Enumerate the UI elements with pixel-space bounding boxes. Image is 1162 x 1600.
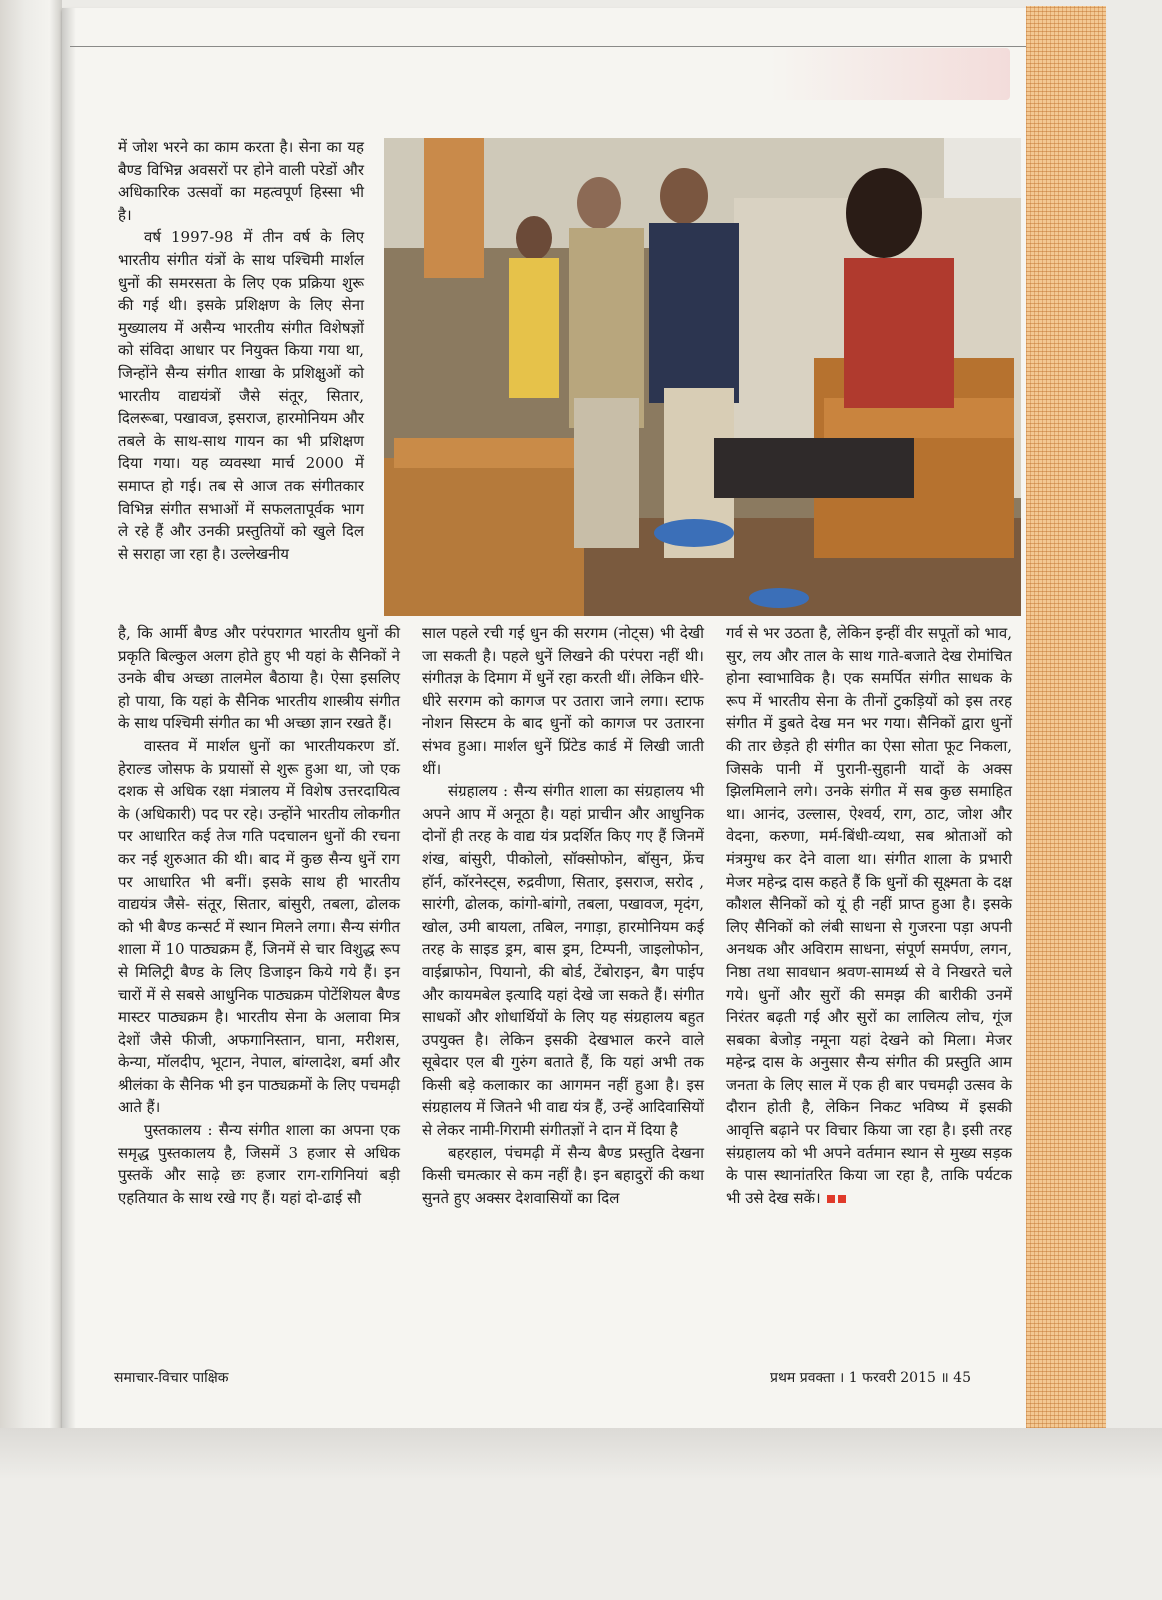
paragraph: साल पहले रची गई धुन की सरगम (नोट्स) भी देखी जा सकती है। पहले धुनें लिखने की परंपरा नहीं थी। संगीतज्ञ के दिमाग में धुनें रहा करती थीं। लेकिन धीरे-धीरे सरगम को कागज पर उतारा जाने लगा। स्टाफ नोशन सिस्टम के बाद धुनों को कागज पर उतारना संभव हुआ। मार्शल धुनें प्रिंटेड कार्ड में लिखी जाती थीं। (422, 624, 704, 778)
scanner-background-left (0, 0, 62, 1430)
paragraph (726, 622, 1012, 1209)
faded-header-decoration (770, 48, 1010, 100)
column-2 (422, 622, 704, 1209)
paragraph: में जोश भरने का काम करता है। सेना का यह बैण्ड विभिन्न अवसरों पर होने वाली परेडों और अधिकारिक उत्सवों का महत्वपूर्ण हिस्सा भी है। (118, 138, 364, 224)
end-mark-icon (827, 1195, 835, 1203)
decorative-side-strip (1026, 6, 1106, 1432)
paragraph-text: गर्व से भर उठता है, लेकिन इन्हीं वीर सपूतों को भाव, सुर, लय और ताल के साथ गाते-बजाते देख रोमांचित होना स्वाभाविक है। एक समर्पित संगीत साधक के रूप में भारतीय सेना के तीनों टुकड़ियों को इस तरह संगीत में डुबते देख मन भर गया। सैनिकों द्वारा धुनों की तार छेड़ते ही संगीत का ऐसा सोता फूट निकला, जिसके पानी में पुरानी-सुहानी यादों के अक्स झिलमिलाने लगे। उनके संगीत में सब कुछ समाहित था। आनंद, उल्लास, ऐश्वर्य, राग, ठाट, जोश और वेदना, करुणा, मर्म-बिंधी-व्यथा, सब श्रोताओं को मंत्रमुग्ध कर देने वाला था। संगीत शाला के प्रभारी मेजर महेन्द्र दास कहते हैं कि धुनों की सूक्ष्मता के दक्ष कौशल सैनिकों को यूं ही नहीं प्राप्त हुआ है। इसके लिए सैनिकों को लंबी साधना से गुजरना पड़ा अपनी अनथक और अविराम साधना, संपूर्ण समर्पण, लगन, निष्ठा तथा सावधान श्रवण-सामर्थ्य से वे निखरते चले गये। धुनों और सुरों की समझ की बारीकी उनमें निरंतर बढ़ती गई और सुरों का लालित्य लोच, गूंज सबका बेजोड़ नमूना यहां देखने को मिला। मेजर महेन्द्र दास के अनुसार सैन्य संगीत की प्रस्तुति आम जनता के लिए साल में एक ही बार पचमढ़ी उत्सव के दौरान होती है, लेकिन निकट भविष्य में इसकी आवृत्ति बढ़ाने पर विचार किया जा रहा है। इसी तरह संग्रहालय को भी अपने वर्तमान स्थान से मुख्य सड़क के पास स्थानांतरित किया जा रहा है, ताकि पर्यटक भी उसे देख सकें। (726, 624, 1012, 1207)
paragraph: वास्तव में मार्शल धुनों का भारतीयकरण डॉ. हेराल्ड जोसफ के प्रयासों से शुरू हुआ था, जो एक दशक से अधिक रक्षा मंत्रालय में विशेष उत्तरदायित्व के (अधिकारी) पद पर रहे। उन्होंने भारतीय लोकगीत पर आधारित कई तेज गति पदचालन धुनों की रचना कर नई शुरुआत की थी। बाद में कुछ सैन्य धुनें राग पर आधारित भी बनीं। इसके साथ ही भारतीय वाद्ययंत्र जैसे- संतूर, सितार, बांसुरी, तबला, ढोलक को भी बैण्ड कन्सर्ट में स्थान मिलने लगा। सैन्य संगीत शाला में 10 पाठ्यक्रम हैं, जिनमें से चार विशुद्ध रूप से मिलिट्री बैण्ड के लिए डिजाइन किये गये हैं। इन चारों में से सबसे आधुनिक पाठ्यक्रम पोटेंशियल बैण्ड मास्टर पाठ्यक्रम है। भारतीय सेना के अलावा मित्र देशों जैसे फीजी, अफगानिस्तान, घाना, मरीशस, केन्या, मॉलदीप, भूटान, नेपाल, बांग्लादेश, बर्मा और श्रीलंका के सैनिक भी इन पाठ्यक्रमों के लिए पचमढ़ी आते हैं। (118, 736, 400, 1117)
top-rule (70, 46, 1100, 47)
column-1-bottom (118, 622, 400, 1209)
paragraph: संग्रहालय : सैन्य संगीत शाला का संग्रहालय भी अपने आप में अनूठा है। यहां प्राचीन और आधुनिक दोनों ही तरह के वाद्य यंत्र प्रदर्शित किए गए हैं जिनमें शंख, बांसुरी, पीकोलो, सॉक्सोफोन, बॉसुन, फ्रेंच हॉर्न, कॉरनेस्ट्स, रुद्रवीणा, सितार, इसराज, सरोद , सारंगी, ढोलक, कांगो-बांगो, तबला, पखावज, मृदंग, खोल, उमी बायला, तबिल, नगाड़ा, हारमोनियम कई तरह के साइड ड्रम, बास ड्रम, टिम्पनी, जाइलोफोन, वाईब्राफोन, पियानो, की बोर्ड, टेंबोराइन, बैग पाईप और कायमबेल इत्यादि यहां देखे जा सकते हैं। संगीत साधकों और शोधार्थियों के लिए यह संग्रहालय बहुत उपयुक्त है। लेकिन इसकी देखभाल करने वाले सूबेदार एल बी गुरुंग बताते हैं, कि यहां अभी तक किसी बड़े कलाकार का आगमन नहीं हुआ है। इस संग्रहालय में जितने भी वाद्य यंत्र हैं, उन्हें आदिवासियों से लेकर नामी-गिरामी संगीतज्ञों ने दान में दिया है (422, 782, 704, 1140)
paragraph: पुस्तकालय : सैन्य संगीत शाला का अपना एक समृद्ध पुस्तकालय है, जिसमें 3 हजार से अधिक पुस्तकें और साढ़े छः हजार राग-रागिनियां बड़ी एहतियात के साथ रखे गए हैं। यहां दो-ढाई सौ (118, 1121, 400, 1207)
paragraph: है, कि आर्मी बैण्ड और परंपरागत भारतीय धुनों की प्रकृति बिल्कुल अलग होते हुए भी यहां के सैनिकों ने उनके बीच अच्छा तालमेल बैठाया है। ऐसा इसलिए हो पाया, कि यहां के सैनिक भारतीय शास्त्रीय संगीत के साथ पश्चिमी संगीत का भी अच्छा ज्ञान रखते हैं। (118, 624, 400, 733)
photo-illustration (384, 138, 1021, 616)
end-mark-icon (838, 1195, 846, 1203)
column-1-top (118, 136, 364, 565)
article-photo (384, 138, 1021, 616)
column-3 (726, 622, 1012, 1209)
footer-publication: समाचार-विचार पाक्षिक (114, 1370, 229, 1386)
paragraph: बहरहाल, पंचमढ़ी में सैन्य बैण्ड प्रस्तुति देखना किसी चमत्कार से कम नहीं है। इन बहादुरों की कथा सुनते हुए अक्सर देशवासियों का दिल (422, 1143, 704, 1207)
spine-shadow (62, 8, 76, 1428)
paragraph: वर्ष 1997-98 में तीन वर्ष के लिए भारतीय संगीत यंत्रों के साथ पश्चिमी मार्शल धुनों की समरसता के लिए एक प्रक्रिया शुरू की गई थी। इसके प्रशिक्षण के लिए सेना मुख्यालय में असैन्य भारतीय संगीत विशेषज्ञों को संविदा आधार पर नियुक्त किया गया था, जिन्होंने सैन्य संगीत शाखा के प्रशिक्षुओं को भारतीय वाद्ययंत्रों जैसे संतूर, सितार, दिलरूबा, पखावज, इसराज, हारमोनियम और तबले के साथ-साथ गायन का भी प्रशिक्षण दिया गया। यह व्यवस्था मार्च 2000 में समाप्त हो गई। तब से आज तक संगीतकार विभिन्न संगीत सभाओं में सफलतापूर्वक भाग ले रहे हैं और उनकी प्रस्तुतियों को खुले दिल से सराहा जा रहा है। उल्लेखनीय (118, 228, 364, 563)
scanner-background-bottom (0, 1428, 1162, 1600)
footer-page-info: प्रथम प्रवक्ता । 1 फरवरी 2015 ॥ 45 (770, 1370, 971, 1386)
